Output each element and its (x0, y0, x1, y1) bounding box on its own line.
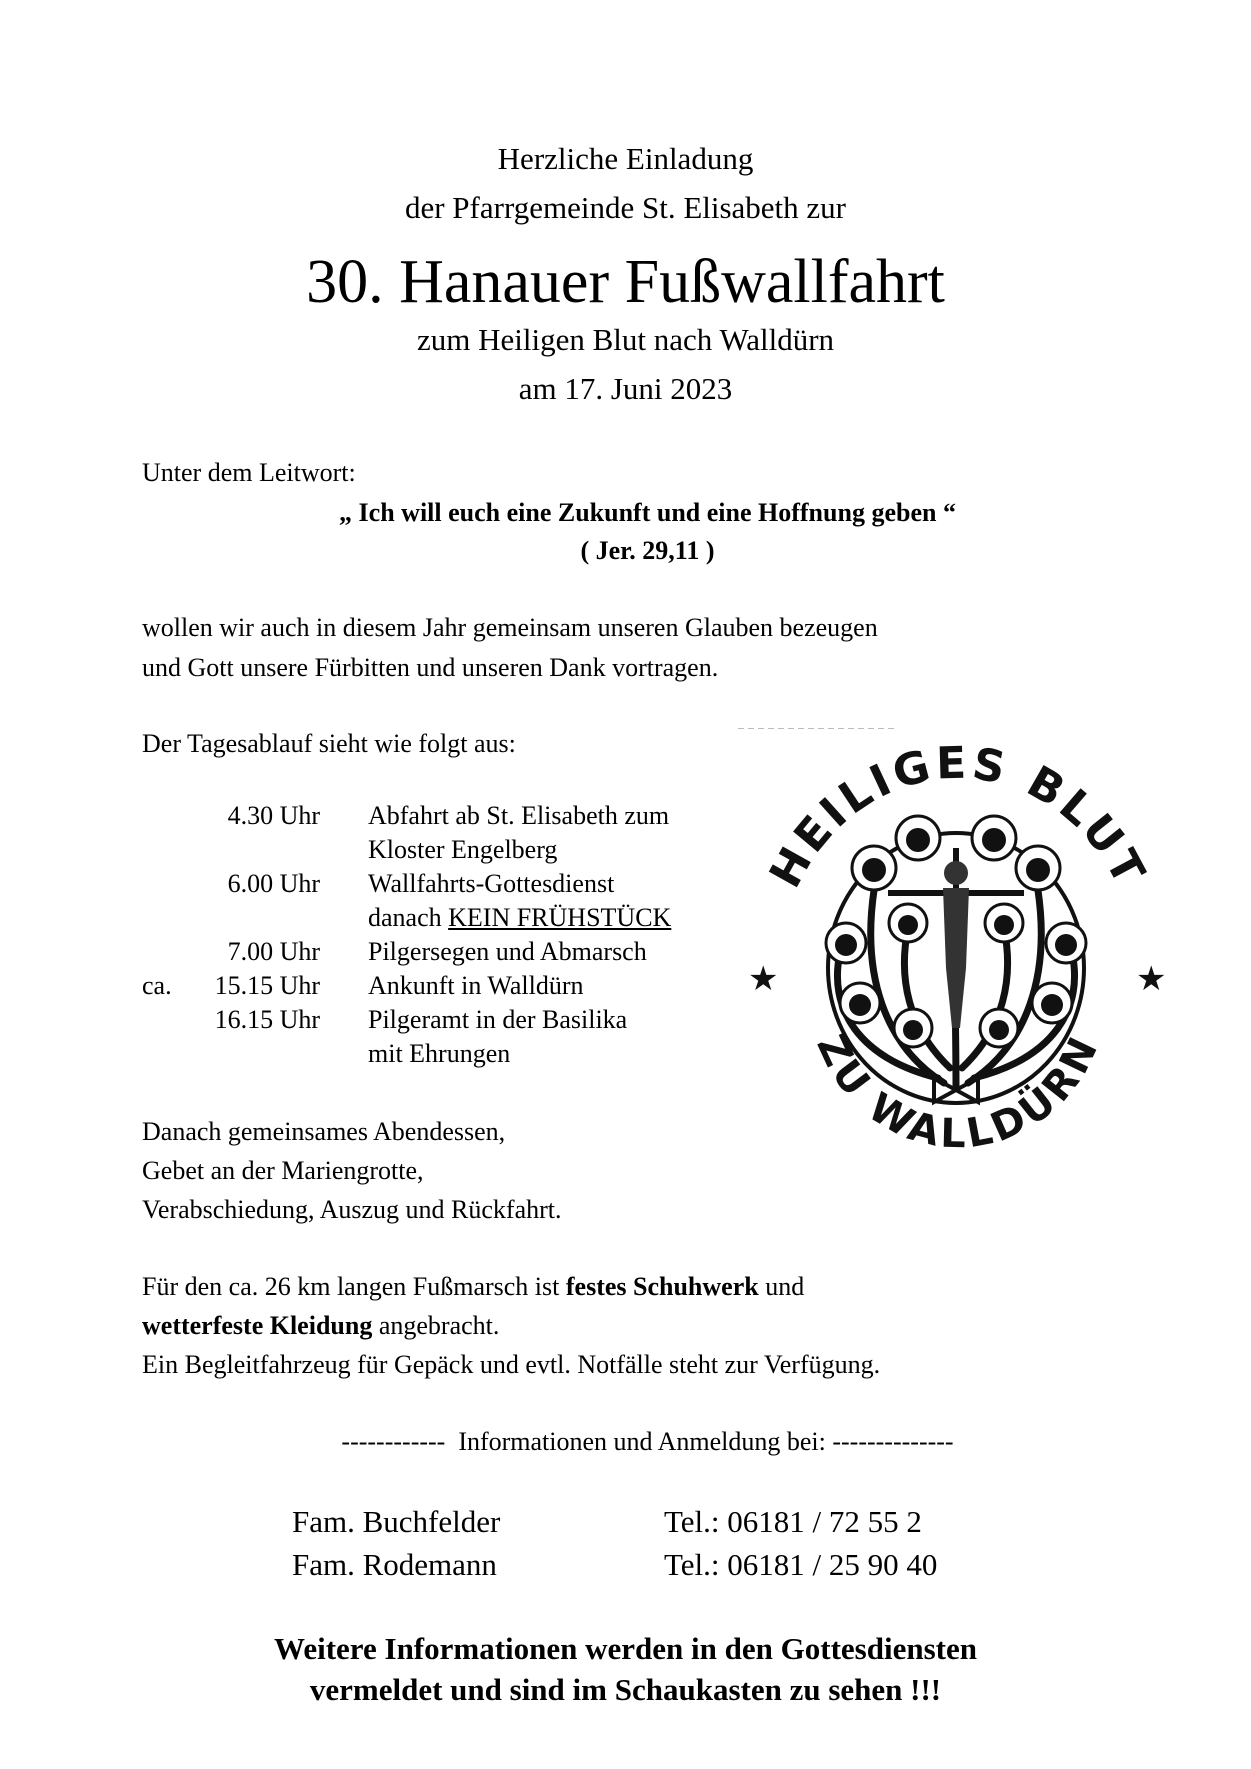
equipment-text: und (758, 1272, 805, 1301)
no-breakfast-note: KEIN FRÜHSTÜCK (448, 903, 672, 932)
schedule-desc: mit Ehrungen (368, 1039, 511, 1068)
contact-name: Fam. Rodemann (292, 1547, 497, 1582)
motto-quote: „ Ich will euch eine Zukunft und eine Hoffnung geben “ (339, 498, 956, 527)
equipment-line-1 (142, 1270, 804, 1304)
date-line: am 17. Juni 2023 (518, 371, 733, 406)
schedule-heading: Der Tagesablauf sieht wie folgt aus: (142, 729, 516, 758)
schedule-desc-breakfast (368, 901, 671, 935)
parish-line: der Pfarrgemeinde St. Elisabeth zur (404, 190, 847, 225)
schedule-time: 15.15 Uhr (214, 971, 320, 1000)
equipment-line-3: Ein Begleitfahrzeug für Gepäck und evtl. Notfälle steht zur Verfügung. (142, 1350, 881, 1379)
schedule-time: 4.30 Uhr (227, 801, 320, 830)
destination-line: zum Heiligen Blut nach Walldürn (416, 322, 835, 357)
svg-text:★: ★ (748, 959, 779, 999)
schedule-time: 16.15 Uhr (214, 1005, 320, 1034)
equipment-line-2 (142, 1309, 499, 1343)
motto-reference: ( Jer. 29,11 ) (580, 536, 715, 565)
svg-text:★: ★ (1136, 959, 1167, 999)
schedule-time: 6.00 Uhr (227, 869, 320, 898)
schedule-prefix: ca. (142, 971, 172, 1000)
intro-line-2: und Gott unsere Fürbitten und unseren Dank vortragen. (142, 653, 719, 682)
contact-name: Fam. Buchfelder (292, 1504, 501, 1539)
footer-line-1: Weitere Informationen werden in den Gottesdiensten (274, 1631, 977, 1666)
after-line-2: Gebet an der Mariengrotte, (142, 1156, 424, 1185)
heiliges-blut-seal-icon (738, 728, 1174, 1204)
equipment-text: angebracht. (372, 1311, 500, 1340)
schedule-time: 7.00 Uhr (227, 937, 320, 966)
schedule-desc: Pilgersegen und Abmarsch (368, 937, 647, 966)
equipment-clothing: wetterfeste Kleidung (142, 1311, 373, 1340)
contact-phone: Tel.: 06181 / 72 55 2 (664, 1504, 922, 1539)
svg-text:HEILIGES BLUT: HEILIGES BLUT (759, 737, 1157, 897)
after-line-3: Verabschiedung, Auszug und Rückfahrt. (142, 1195, 562, 1224)
after-line-1: Danach gemeinsames Abendessen, (142, 1117, 506, 1146)
page-title: 30. Hanauer Fußwallfahrt (306, 248, 945, 316)
motto-intro: Unter dem Leitwort: (142, 458, 356, 487)
schedule-desc: Abfahrt ab St. Elisabeth zum (368, 801, 670, 830)
contact-phone: Tel.: 06181 / 25 90 40 (664, 1547, 938, 1582)
contact-heading: ------------ Informationen und Anmeldung bei: -------------- (341, 1427, 954, 1456)
equipment-text: Für den ca. 26 km langen Fußmarsch ist (142, 1272, 566, 1301)
schedule-desc: Wallfahrts-Gottesdienst (368, 869, 615, 898)
schedule-desc: Kloster Engelberg (368, 835, 558, 864)
schedule-desc: Ankunft in Walldürn (368, 971, 584, 1000)
footer-line-2: vermeldet und sind im Schaukasten zu sehen !!! (309, 1672, 942, 1707)
svg-text:ZU WALLDÜRN: ZU WALLDÜRN (807, 1027, 1109, 1158)
equipment-shoes: festes Schuhwerk (565, 1272, 759, 1301)
schedule-desc: Pilgeramt in der Basilika (368, 1005, 628, 1034)
intro-line-1: wollen wir auch in diesem Jahr gemeinsam unseren Glauben bezeugen (142, 613, 878, 642)
invitation-line: Herzliche Einladung (497, 141, 754, 176)
breakfast-prefix: danach (368, 903, 449, 932)
